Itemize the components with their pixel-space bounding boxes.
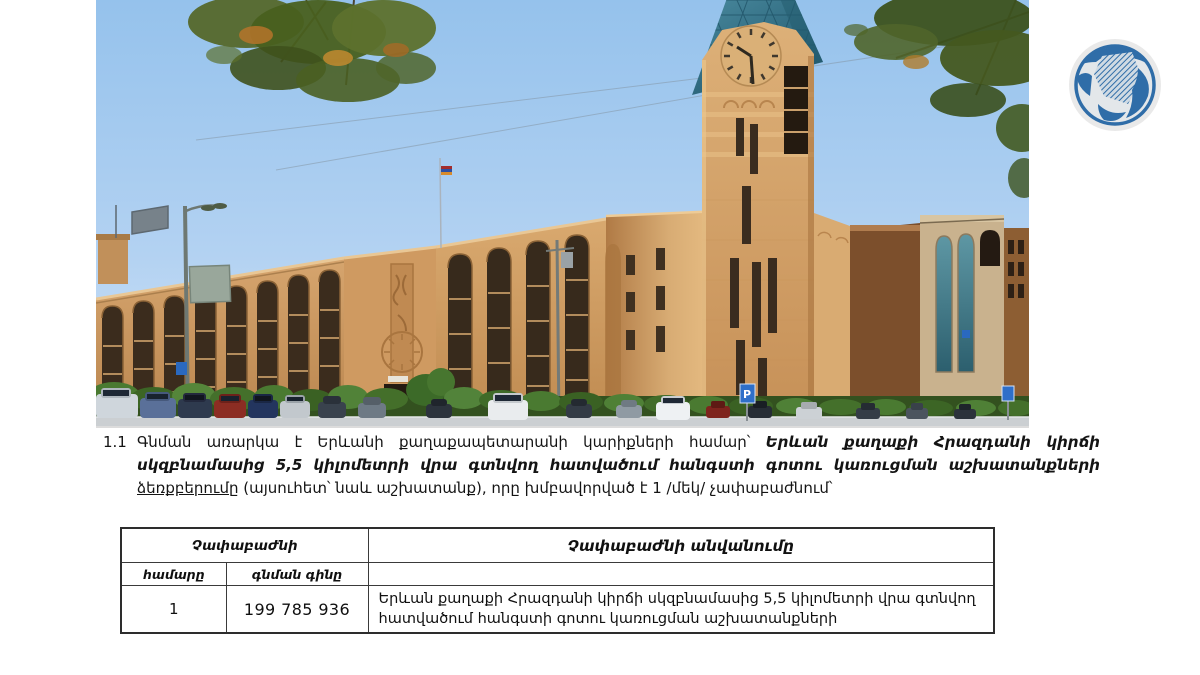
clause-number: 1.1 [103,433,127,451]
cell-price: 199 785 936 [226,586,368,634]
table-header-row-1 [121,528,994,563]
header-lot-group: Չափաբաժնի [121,528,368,563]
svg-text:P: P [743,388,752,401]
city-hall-photo-illustration [96,0,1029,426]
cell-lot-number: 1 [121,586,226,634]
header-purchase-price: գնման գինը [226,563,368,586]
right-buildings [814,213,1029,426]
clause-1-1 [103,431,1100,500]
header-lot-name: Չափաբաժնի անվանումը [368,528,994,563]
clause-text [137,431,1100,500]
road [96,417,1029,426]
header-lot-number: համարը [121,563,226,586]
clause-segment-regular-1: Գնման առարկա է Երևանի քաղաքապետարանի կարիքների համար՝ [137,433,766,451]
lot-table [120,527,995,634]
city-hall-photo [96,0,1029,428]
globe-icon [1068,38,1162,132]
clause-segment-bold: Երևան քաղաքի Հրազդանի կիրճի սկզբնամասից 5,5 կիլոմետրի վրա գտնվող հատվածում հանգստի գոտու կառուցման աշխատանքների [137,433,1100,474]
clause-segment-regular-2: (այսուհետ՝ նաև աշխատանք), որը խմբավորված է 1 /մեկ/ չափաբաժնում՝ [238,479,833,497]
globe-logo [1068,38,1162,132]
table-header-row-2 [121,563,994,586]
cell-lot-name: Երևան քաղաքի Հրազդանի կիրճի սկզբնամասից 5,5 կիլոմետրի վրա գտնվող հատվածում հանգստի գոտու կառուցման աշխատանքների [368,586,994,634]
table-row [121,586,994,634]
header-empty-cell [368,563,994,586]
clock-face [721,26,781,86]
clock-tower [702,22,814,426]
clause-segment-underlined: ձեռքբերումը [137,479,239,497]
